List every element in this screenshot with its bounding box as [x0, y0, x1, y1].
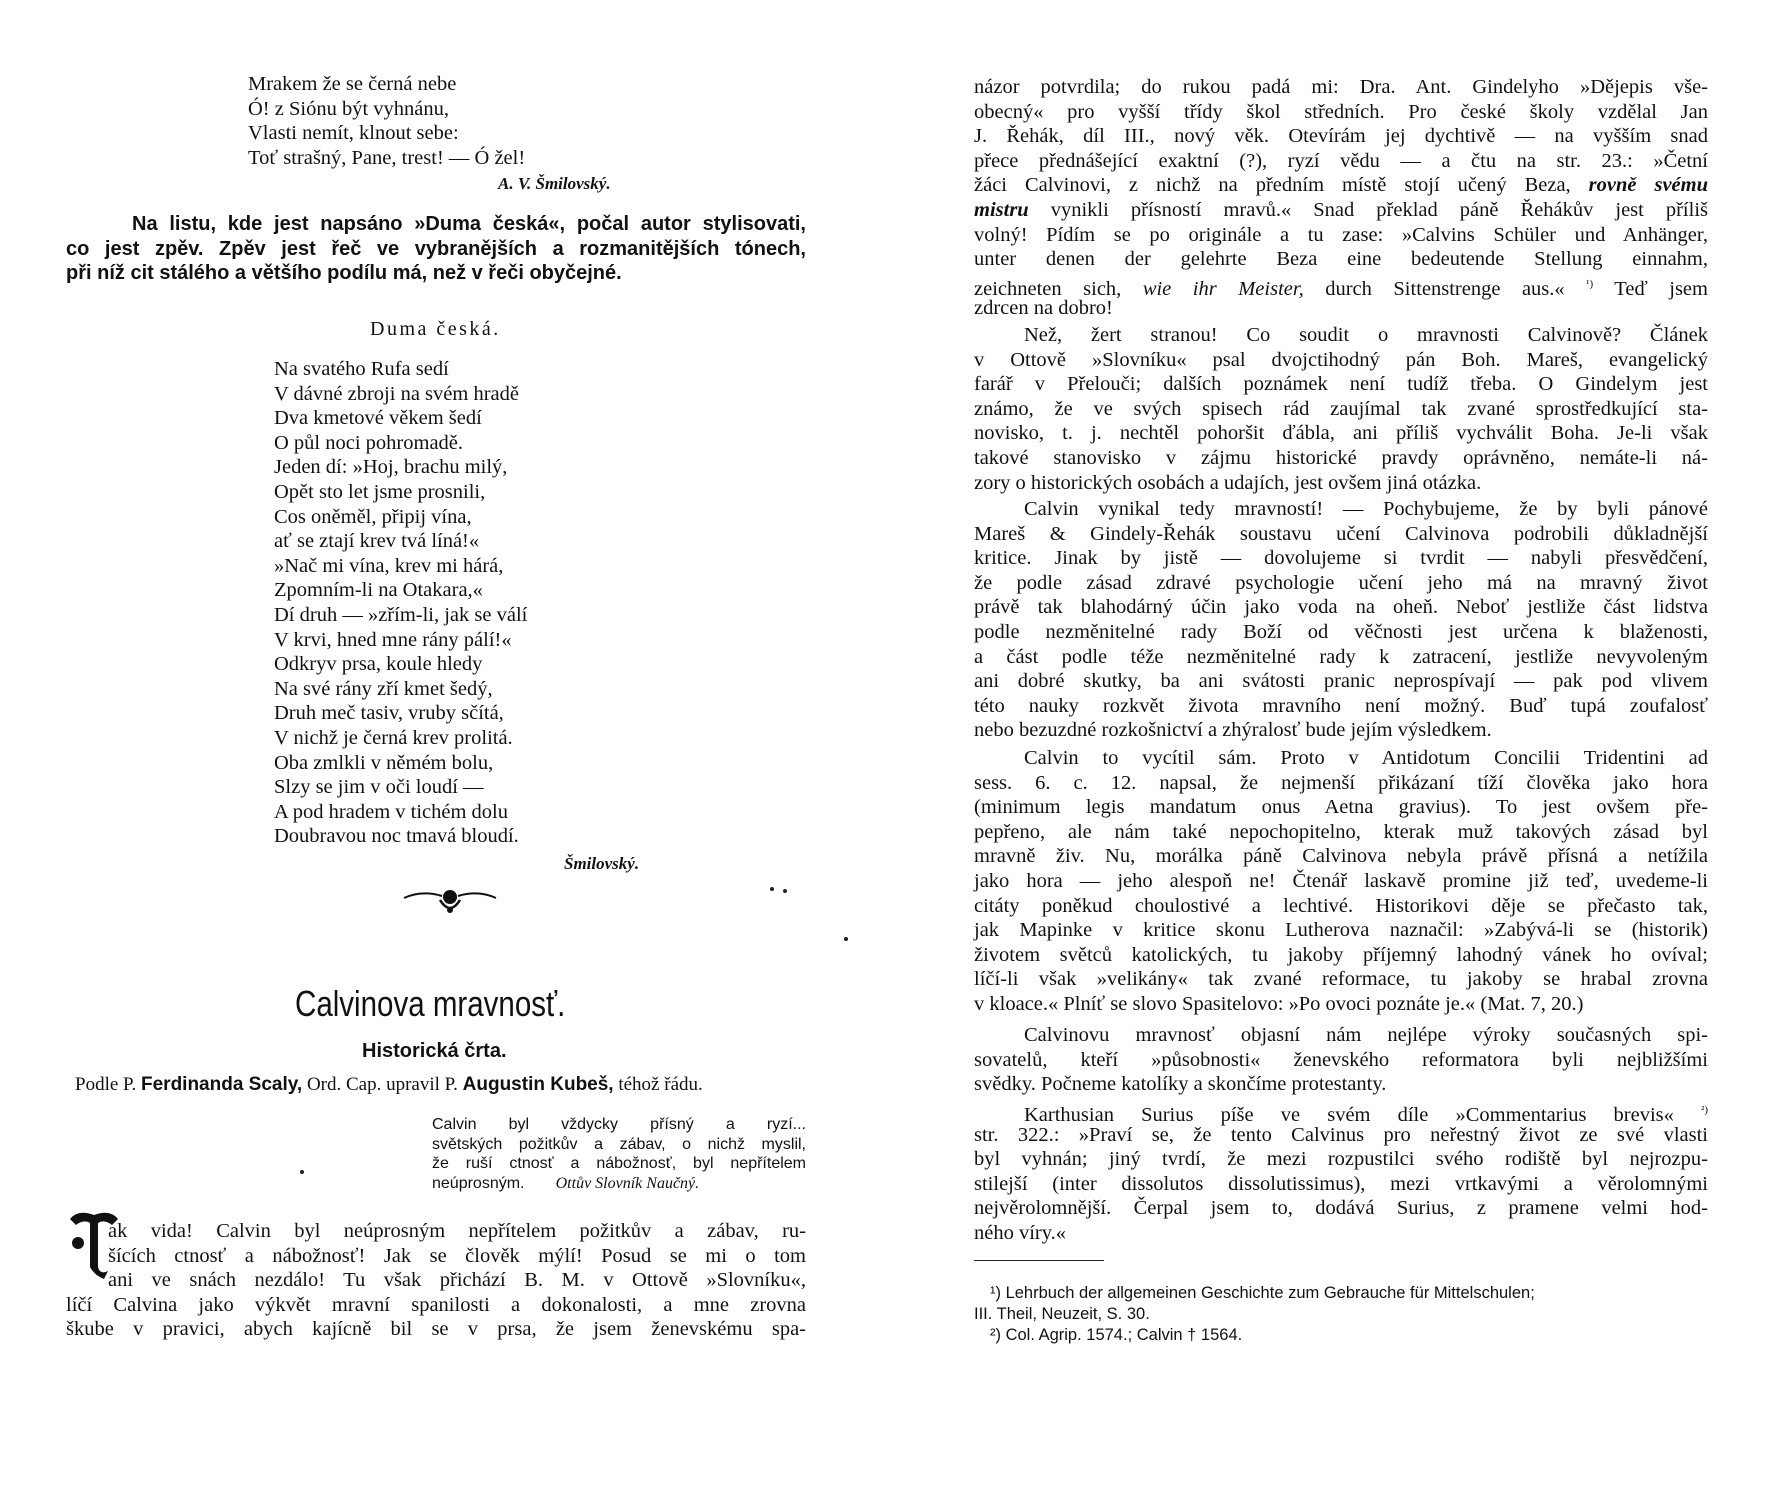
- poem-line: Doubravou noc tmavá bloudí.: [274, 825, 519, 848]
- text-line: sovatelů, kteří »působnosti« ženevského reformatora byli nejbližšími: [974, 1048, 1708, 1071]
- poem-line: V nichž je černá krev prolitá.: [274, 726, 513, 749]
- poem-line: Jeden dí: »Hoj, brachu milý,: [274, 456, 508, 479]
- text-line: Než, žert stranou! Co soudit o mravnosti Calvinově? Článek: [1024, 324, 1708, 346]
- text-line: Mareš & Gindely-Řehák soustavu učení Calvinova podrobili důkladnější: [974, 522, 1708, 545]
- poem-line: Opět sto let jsme prosnili,: [274, 480, 486, 503]
- article-title: Calvinova mravnosť.: [295, 983, 566, 1024]
- emphasis: mistru: [974, 198, 1029, 221]
- poem-line: A pod hradem v tichém dolu: [274, 800, 508, 823]
- print-speck: [300, 1170, 304, 1174]
- article-byline: [75, 1074, 703, 1096]
- text-line: ani dobré skutky, ba ani svátosti pranic neprospívají — pak pod vlivem: [974, 670, 1708, 693]
- byline-text: Podle P.: [75, 1074, 137, 1095]
- poem-line: Druh meč tasiv, vruby sčítá,: [274, 702, 504, 725]
- poem-line: Na své rány zří kmet šedý,: [274, 677, 493, 700]
- article-body-paragraph: [66, 1219, 806, 1342]
- text-line: takové stanovisko v zájmu historické pravdy oprávněno, nemáte-li ná-: [974, 446, 1708, 469]
- poem-line: Ó! z Siónu být vyhnánu,: [248, 97, 449, 120]
- paragraph-6: [974, 1098, 1708, 1246]
- text-line: Calvin to vycítil sám. Proto v Antidotum Concilii Tridentini ad: [1024, 747, 1708, 769]
- poem-line: Mrakem že se černá nebe: [248, 73, 457, 95]
- epigraph-line: Calvin byl vždycky přísný a ryzí...: [432, 1116, 806, 1133]
- text-line: škube v pravici, abych kajícně bil se v prsa, že jsem ženevskému spa-: [66, 1318, 806, 1341]
- poem-line: Odkryv prsa, koule hledy: [274, 653, 483, 676]
- text-line: novisko, t. j. nechtěl pohoršit ďábla, ani příliš vychválit Boha. Je-li však: [974, 422, 1708, 445]
- text-line: životem světců katolických, tu jakoby příjemný lahodný vánek ho ovíval;: [974, 943, 1708, 966]
- poem-fragment: [248, 72, 525, 170]
- paragraph-1: [974, 75, 1708, 321]
- footnote-ref: ²): [1701, 1104, 1708, 1116]
- text-line: co jest zpěv. Zpěv jest řeč ve vybranějších a rozmanitějších tónech,: [66, 237, 806, 260]
- poem-line: V dávné zbroji na svém hradě: [274, 382, 519, 405]
- text-line: a část podle téže nezměnitelné rady k zatracení, jestliže nevyvoleným: [974, 645, 1708, 668]
- text-line: [974, 272, 1708, 300]
- text-line: obecný« pro vyšší třídy škol středních. Pro české školy vzdělal Jan: [974, 100, 1708, 123]
- poem-line: Cos oněměl, připij vína,: [274, 505, 472, 528]
- text-line: při níž cit stálého a většího podílu má, než v řeči obyčejné.: [66, 262, 622, 285]
- text-fragment: zeichneten sich,: [974, 277, 1122, 300]
- intro-paragraph: [66, 212, 806, 286]
- text-line: volný! Pídím se po originále a tu zase: »Calvins Schüler und Anhänger,: [974, 223, 1708, 246]
- text-fragment: Teď jsem: [1614, 277, 1708, 300]
- poem-line: Slzy se jim v oči loudí —: [274, 776, 484, 799]
- poem-line: Toť strašný, Pane, trest! — Ó žel!: [248, 146, 526, 169]
- epigraph: [432, 1115, 806, 1193]
- text-fragment: Karthusian Surius píše ve svém díle »Commentarius brevis«: [1024, 1103, 1674, 1126]
- footnote-1-continued: III. Theil, Neuzeit, S. 30.: [974, 1305, 1150, 1323]
- poem-line: O půl noci pohromadě.: [274, 431, 464, 454]
- byline-author: Ferdinanda Scaly,: [141, 1074, 303, 1095]
- text-line: [974, 173, 1708, 198]
- print-speck: [783, 889, 787, 893]
- text-line: líčí-li však »velikány« tak zvané reformace, tu jakoby se hrabal zrovna: [974, 968, 1708, 991]
- print-speck: [770, 887, 774, 891]
- text-line: zory o historických osobách a udajích, jest ovšem jiná otázka.: [974, 471, 1482, 494]
- text-line: právě tak blahodárný účin jako voda na oheň. Neboť jestliže část lidstva: [974, 596, 1708, 619]
- text-line: Calvinovu mravnosť objasní nám nejlépe výroky současných spi-: [1024, 1024, 1708, 1046]
- text-line: unter denen der gelehrte Beza eine bedeutende Stellung einnahm,: [974, 248, 1708, 271]
- text-line: této nauky rozkvět života mravního není možný. Buď tupá zoufalosť: [974, 694, 1708, 717]
- poem-line: Dva kmetové věkem šedí: [274, 407, 482, 430]
- poem-duma-ceska: [274, 357, 527, 849]
- poem-line: Zpomním-li na Otakara,«: [274, 579, 483, 602]
- poem-line: »Nač mi vína, krev mi hárá,: [274, 554, 504, 577]
- text-line: nejvěrolomnější. Čerpal jsem to, dodává Surius, z pramene velmi hod-: [974, 1197, 1708, 1220]
- paragraph-2: [974, 323, 1708, 495]
- emphasis: wie ihr Meister,: [1142, 277, 1304, 300]
- epigraph-line: světských požitkův a zábav, o nichž myslil,: [432, 1135, 806, 1153]
- byline-text: téhož řádu.: [618, 1074, 703, 1095]
- text-line: šících ctnosť a nábožnosť! Jak se člověk mýlí! Posud se mi o tom: [108, 1244, 806, 1267]
- footnote-rule: [974, 1260, 1104, 1261]
- text-line: podle nezměnitelné rady Boží od věčnosti jest určena k blaženosti,: [974, 620, 1708, 643]
- text-line: přece přednášející exaktní (?), ryzí vědu — a čtu na str. 23.: »Četní: [974, 149, 1708, 172]
- text-fragment: durch Sittenstrenge aus.«: [1325, 277, 1565, 300]
- emphasis: rovně svému: [1588, 174, 1708, 197]
- text-line: jak Mapinke v kritice skonu Lutherova naznačil: »Zabývá-li se (historik): [974, 919, 1708, 942]
- text-line: názor potvrdila; do rukou padá mi: Dra. Ant. Gindelyho »Dějepis vše-: [974, 76, 1708, 98]
- text-line: jako hora — jeho alespoň ne! Čtenář laskavě promine již teď, uvedeme-li: [974, 869, 1708, 892]
- text-line: zdrcen na dobro!: [974, 297, 1113, 320]
- text-line: J. Řehák, díl III., nový věk. Otevírám jej dychtivě — na vyšším snad: [974, 125, 1708, 148]
- text-line: kritice. Jinak by jistě — dovolujeme si tvrdit — nabyli přesvědčení,: [974, 547, 1708, 570]
- text-line: (minimum legis mandatum onus Aetna gravius). To jest ovšem pře-: [974, 796, 1708, 819]
- epigraph-line: [432, 1174, 806, 1194]
- text-line: líčí Calvina jako výkvět mravní spanilosti a dokonalosti, a mne zrovna: [66, 1293, 806, 1316]
- text-line: ného víry.«: [974, 1221, 1067, 1244]
- text-line: byl vyhnán; jiný tvrdí, že mezi rozpustilci svého rodiště byl nejrozpu-: [974, 1148, 1708, 1171]
- text-line: citáty poněkud choulostivé a lechtivé. Historikovi děje se přečasto tak,: [974, 894, 1708, 917]
- paragraph-3: [974, 497, 1708, 743]
- poem-line: V krvi, hned mne rány pálí!«: [274, 628, 512, 651]
- right-page: [888, 0, 1776, 1500]
- footnote-1: ¹) Lehrbuch der allgemeinen Geschichte zum Gebrauche für Mittelschulen;: [990, 1284, 1535, 1302]
- text-line: známo, že ve svých spisech rád zaujímal tak zvané sprostředkující sta-: [974, 397, 1708, 420]
- poem-line: Vlasti nemít, klnout sebe:: [248, 122, 459, 145]
- poem-title: Duma česká.: [370, 318, 501, 340]
- byline-text: Ord. Cap. upravil P.: [306, 1074, 458, 1095]
- text-line: pepřeno, ale nám také nepochopitelno, kterak muž takových zásad byl: [974, 820, 1708, 843]
- text-fragment: žáci Calvinovi, z nichž na předním místě stojí učený Beza,: [974, 174, 1571, 197]
- text-line: str. 322.: »Praví se, že tento Calvinus pro neřestný život ze své vlasti: [974, 1123, 1708, 1146]
- text-line: [974, 198, 1708, 223]
- poem-line: Dí druh — »zřím-li, jak se válí: [274, 603, 528, 626]
- text-line: Calvin vynikal tedy mravností! — Pochybujeme, že by byli pánové: [1024, 498, 1708, 520]
- epigraph-source: Ottův Slovník Naučný.: [555, 1174, 700, 1192]
- ornament-icon: [402, 886, 498, 916]
- text-line: svědky. Počneme katolíky a skončíme protestanty.: [974, 1073, 1387, 1096]
- print-speck: [844, 937, 848, 941]
- text-fragment: vynikli přísností mravů.« Snad překlad páně Řehákův jest příliš: [1050, 198, 1709, 221]
- byline-editor: Augustin Kubeš,: [462, 1074, 614, 1095]
- text-line: nebo bezuzdné rozkošnictví a zhýralosť bude jejím výsledkem.: [974, 719, 1492, 742]
- text-line: v Ottově »Slovníku« psal dvojctihodný pán Boh. Mareš, evangelický: [974, 348, 1708, 371]
- footnote-ref: ¹): [1586, 277, 1594, 290]
- epigraph-line: že ruší ctnosť a nábožnosť, byl nepřítelem: [432, 1155, 806, 1172]
- text-line: že podle zásad zdravé psychologie učení jeho má na mravný život: [974, 571, 1708, 594]
- paragraph-5: [974, 1023, 1708, 1097]
- poem-line: Oba zmlkli v němém bolu,: [274, 751, 494, 774]
- text-line: v kloace.« Plníť se slovo Spasitelovo: »Po ovoci poznáte je.« (Mat. 7, 20.): [974, 992, 1584, 1015]
- text-line: Na listu, kde jest napsáno »Duma česká«, počal autor stylisovati,: [132, 213, 806, 235]
- text-line: farář v Přelouči; dalších poznámek není tudíž třeba. O Gindelym jest: [974, 373, 1708, 396]
- article-subtitle: Historická črta.: [362, 1040, 507, 1062]
- poem-line: Na svatého Rufa sedí: [274, 358, 449, 380]
- paragraph-4: [974, 746, 1708, 1017]
- text-line: [974, 1098, 1708, 1126]
- text-line: ani ve snách nezdálo! Tu však přichází B. M. v Ottově »Slovníku«,: [108, 1269, 806, 1292]
- footnote-2: ²) Col. Agrip. 1574.; Calvin † 1564.: [990, 1326, 1243, 1344]
- poem-fragment-signature: A. V. Šmilovský.: [498, 174, 611, 193]
- text-line: mravně živ. Nu, morálka páně Calvinova nebyla právě přísná a netížila: [974, 845, 1708, 868]
- poem-signature: Šmilovský.: [564, 854, 640, 873]
- text-line: ak vida! Calvin byl neúprosným nepřítelem požitkův a zábav, ru-: [108, 1220, 806, 1242]
- text-line: stilejší (inter dissolutos dissolutissimus), mezi vrtkavými a věrolomnými: [974, 1172, 1708, 1195]
- epigraph-text: neúprosným.: [432, 1174, 525, 1192]
- poem-line: ať se ztají krev tvá líná!«: [274, 530, 480, 553]
- text-line: sess. 6. c. 12. napsal, že nejmenší přikázaní tíží člověka jako hora: [974, 771, 1708, 794]
